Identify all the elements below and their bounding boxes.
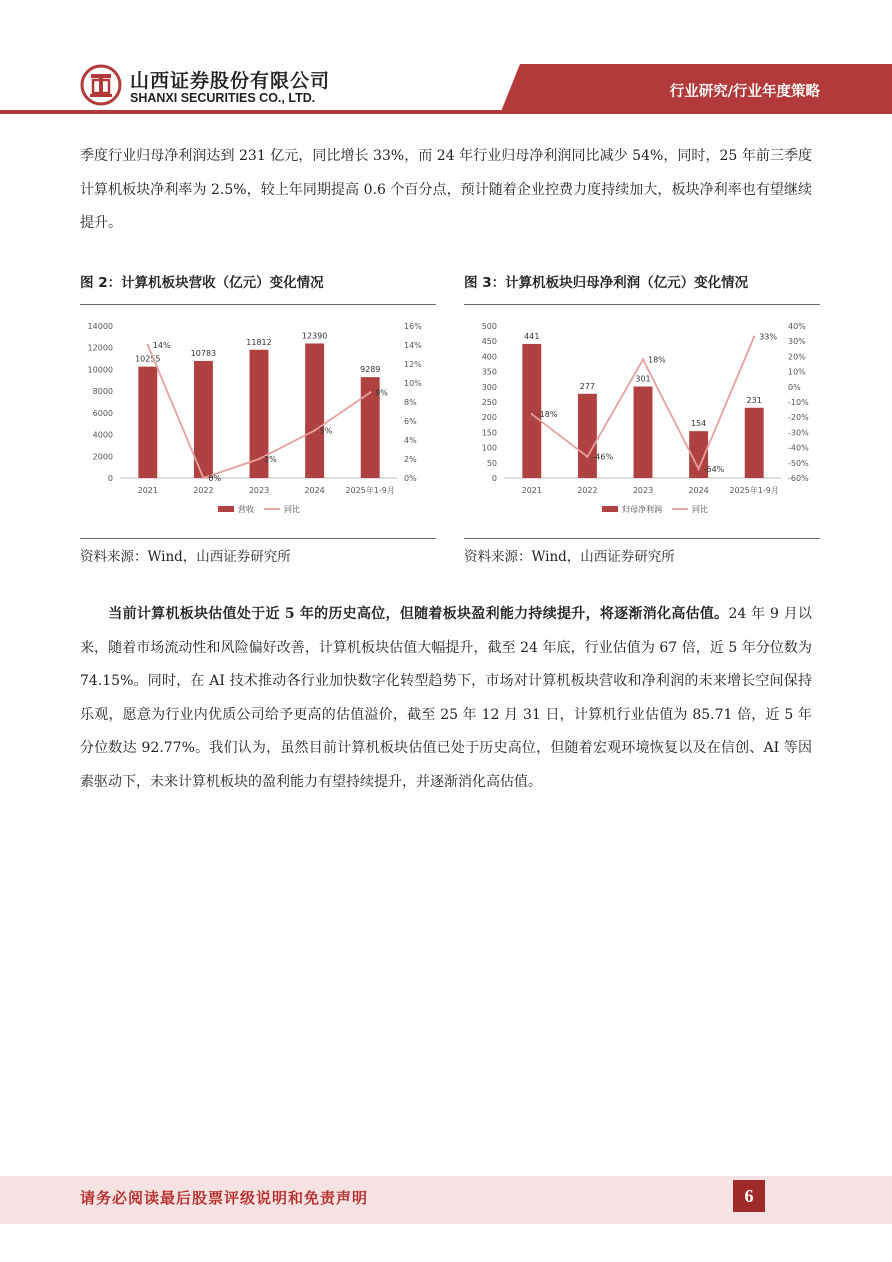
right-axis-tick-label: 4% [404, 436, 417, 445]
right-axis-tick-label: 8% [404, 398, 417, 407]
left-axis-tick-label: 2000 [92, 452, 113, 462]
right-axis-tick-label: 12% [404, 360, 422, 369]
right-axis-tick-label: 14% [404, 341, 422, 350]
bar [745, 408, 764, 478]
right-axis-tick-label: 20% [788, 352, 806, 362]
yoy-point [202, 477, 204, 479]
bar [634, 386, 653, 478]
bar-value-label: 231 [746, 395, 762, 405]
right-axis-tick-label: -60% [788, 474, 809, 483]
legend-line-label: 同比 [284, 505, 300, 514]
intro-paragraph [80, 140, 812, 241]
yoy-value-label: -18% [536, 410, 558, 420]
right-axis-tick-label: 6% [404, 417, 417, 426]
left-axis-tick-label: 100 [481, 443, 497, 453]
bar-value-label: 9289 [360, 365, 381, 375]
left-axis-tick-label: 50 [486, 458, 497, 468]
left-axis-tick-label: 500 [481, 322, 497, 331]
figure-2-bottom-rule [80, 538, 436, 539]
yoy-value-label: 2% [264, 455, 277, 464]
yoy-point [369, 391, 371, 393]
right-axis-tick-label: 16% [404, 322, 422, 331]
bar-value-label: 441 [524, 331, 540, 341]
x-axis-tick-label: 2022 [193, 486, 214, 495]
body-paragraph-text: 24 年 9 月以来，随着市场流动性和风险偏好改善，计算机板块估值大幅提升，截至 24 年底，行业估值为 67 倍，近 5 年分位数为 74.15%。同时，在 AI 技术推动各行业加快数字化转型趋势下，市场对计算机板块营收和净利润的未来增长空间保持乐观，愿意为行业内优质公司给予更高的估值溢价，截至 25 年 12 月 31 日，计算机行业估值为 85.71 倍，近 5 年分位数达 92.77%。我们认为，虽然目前计算机板块估值已处于历史高位，但随着宏观环境恢复以及在信创、AI 等因素驱动下，未来计算机板块的盈利能力有望持续提升，并逐渐消化高估值。 [80, 606, 812, 790]
figure-2-chart [80, 310, 436, 525]
legend-bar-swatch [218, 506, 234, 512]
figure-2-source: 资料来源：Wind，山西证券研究所 [80, 549, 291, 565]
company-logo-icon [80, 64, 122, 106]
footer-disclaimer: 请务必阅读最后股票评级说明和免责声明 [80, 1189, 369, 1207]
revenue-chart [80, 310, 436, 525]
right-axis-tick-label: 40% [788, 322, 806, 331]
company-name-cn: 山西证券股份有限公司 [130, 70, 331, 92]
left-axis-tick-label: 400 [481, 352, 497, 362]
left-axis-tick-label: 0 [491, 474, 497, 483]
yoy-point [697, 468, 699, 470]
bar-value-label: 12390 [301, 331, 328, 341]
bar [138, 367, 157, 478]
right-axis-tick-label: -10% [788, 398, 809, 407]
x-axis-tick-label: 2023 [632, 486, 654, 495]
figure-3-top-rule [464, 304, 820, 305]
figure-3-title: 图 3：计算机板块归母净利润（亿元）变化情况 [464, 275, 749, 291]
net-profit-chart [464, 310, 820, 525]
right-axis-tick-label: -30% [788, 428, 809, 438]
intro-paragraph-text: 季度行业归母净利润达到 231 亿元，同比增长 33%，而 24 年行业归母净利润同比减少 54%，同时，25 年前三季度计算机板块净利率为 2.5%，较上年同期提高 0.6 个百分点，预计随着企业控费力度持续加大，板块净利率也有望继续提升。 [80, 148, 812, 231]
x-axis-tick-label: 2025年1-9月 [729, 486, 779, 495]
right-axis-tick-label: -50% [788, 458, 809, 468]
left-axis-tick-label: 12000 [87, 343, 113, 353]
body-paragraph-lead: 当前计算机板块估值处于近 5 年的历史高位，但随着板块盈利能力持续提升，将逐渐消化高估值。 [108, 606, 729, 622]
legend-bar-label: 营收 [238, 505, 254, 514]
left-axis-tick-label: 10000 [87, 365, 113, 375]
body-paragraph [80, 598, 812, 799]
yoy-value-label: -46% [592, 452, 614, 462]
yoy-point [531, 413, 533, 415]
figure-3-chart [464, 310, 820, 525]
page-number: 6 [733, 1180, 765, 1212]
right-axis-tick-label: 2% [404, 455, 417, 464]
x-axis-tick-label: 2023 [248, 486, 270, 495]
left-axis-tick-label: 4000 [92, 430, 113, 440]
yoy-point [753, 335, 755, 337]
figure-2-title: 图 2：计算机板块营收（亿元）变化情况 [80, 275, 324, 291]
x-axis-tick-label: 2025年1-9月 [345, 486, 395, 495]
left-axis-tick-label: 250 [481, 398, 497, 407]
bar-value-label: 277 [579, 381, 596, 391]
yoy-point [147, 344, 149, 346]
figure-3-bottom-rule [464, 538, 820, 539]
yoy-value-label: -54% [703, 464, 725, 474]
x-axis-tick-label: 2021 [521, 486, 542, 495]
x-axis-tick-label: 2021 [137, 486, 158, 495]
left-axis-tick-label: 200 [481, 413, 497, 423]
right-axis-tick-label: 0% [404, 474, 417, 483]
left-axis-tick-label: 8000 [92, 387, 113, 397]
legend-line-label: 同比 [692, 505, 708, 514]
bar-value-label: 11812 [246, 337, 272, 347]
report-type-label: 行业研究/行业年度策略 [669, 84, 820, 100]
yoy-value-label: 33% [759, 332, 777, 342]
right-axis-tick-label: 10% [788, 367, 806, 377]
right-axis-tick-label: -20% [788, 413, 809, 423]
right-axis-tick-label: -40% [788, 443, 809, 453]
yoy-value-label: 5% [319, 426, 333, 436]
left-axis-tick-label: 300 [481, 382, 497, 392]
bar [578, 394, 597, 478]
left-axis-tick-label: 450 [481, 337, 497, 347]
bar-value-label: 10783 [190, 348, 217, 358]
left-axis-tick-label: 350 [481, 367, 497, 377]
page-header [0, 0, 892, 118]
legend-bar-label: 归母净利润 [622, 505, 662, 514]
bar [305, 343, 324, 478]
yoy-value-label: 0% [208, 474, 222, 483]
left-axis-tick-label: 14000 [87, 322, 113, 331]
yoy-value-label: 9% [375, 388, 388, 398]
bar-value-label: 301 [635, 374, 651, 384]
yoy-point [586, 456, 588, 458]
yoy-value-label: 14% [152, 341, 171, 350]
left-axis-tick-label: 150 [481, 428, 497, 438]
figure-2-top-rule [80, 304, 436, 305]
bar-value-label: 154 [690, 419, 707, 429]
left-axis-tick-label: 6000 [92, 408, 113, 418]
left-axis-tick-label: 0 [107, 474, 113, 483]
yoy-point [313, 429, 315, 431]
bar-value-label: 10255 [135, 354, 161, 364]
yoy-value-label: 18% [648, 355, 666, 365]
yoy-point [258, 458, 260, 460]
x-axis-tick-label: 2024 [304, 486, 325, 495]
legend-bar-swatch [602, 506, 618, 512]
company-name-en: SHANXI SECURITIES CO., LTD. [130, 91, 316, 105]
yoy-point [642, 358, 644, 360]
right-axis-tick-label: 30% [788, 337, 806, 347]
x-axis-tick-label: 2024 [688, 486, 709, 495]
right-axis-tick-label: 0% [788, 382, 801, 392]
right-axis-tick-label: 10% [404, 379, 422, 388]
x-axis-tick-label: 2022 [577, 486, 598, 495]
figure-3-source: 资料来源：Wind，山西证券研究所 [464, 549, 675, 565]
